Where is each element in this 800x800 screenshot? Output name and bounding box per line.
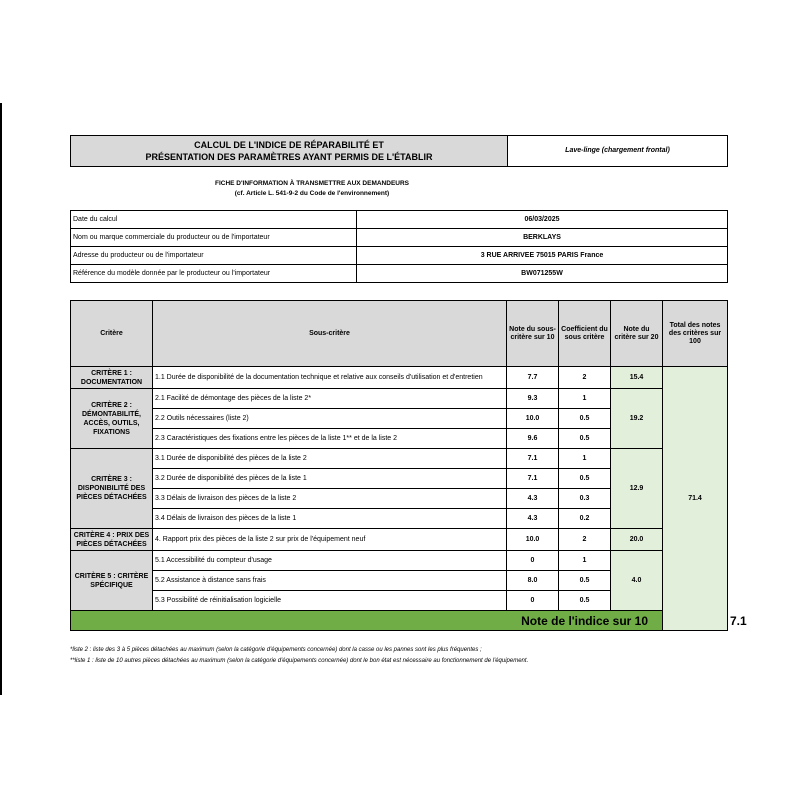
final-score-row: Note de l'indice sur 10 7.1 xyxy=(71,611,728,631)
sub-criterion-coef: 0.5 xyxy=(559,571,611,591)
critere-4-note: 20.0 xyxy=(611,529,663,551)
notice-line-2: (cf. Article L. 541-9-2 du Code de l'environnement) xyxy=(234,190,390,197)
sub-criterion-note: 10.0 xyxy=(507,409,559,429)
sub-criterion-note: 8.0 xyxy=(507,571,559,591)
critere-1-note: 15.4 xyxy=(611,367,663,389)
sub-criterion-label: 2.3 Caractéristiques des fixations entre les pièces de la liste 1** et de la liste 2 xyxy=(153,429,507,449)
sub-criterion-coef: 1 xyxy=(559,551,611,571)
sub-criterion-coef: 1 xyxy=(559,449,611,469)
table-row xyxy=(71,529,728,551)
sub-criterion-note: 7.7 xyxy=(507,367,559,389)
sub-criterion-label: 5.2 Assistance à distance sans frais xyxy=(153,571,507,591)
info-value: 3 RUE ARRIVEE 75015 PARIS France xyxy=(357,247,728,265)
sub-criterion-coef: 1 xyxy=(559,389,611,409)
header-table xyxy=(70,135,728,167)
left-border-line xyxy=(0,103,2,695)
critere-3-note: 12.9 xyxy=(611,449,663,529)
sub-criterion-coef: 2 xyxy=(559,367,611,389)
info-label: Référence du modèle donnée par le producteur ou l'importateur xyxy=(71,265,357,283)
sub-criterion-coef: 0.5 xyxy=(559,469,611,489)
sub-criterion-note: 7.1 xyxy=(507,449,559,469)
header-critere: Critère xyxy=(71,301,153,367)
sub-criterion-coef: 0.5 xyxy=(559,429,611,449)
critere-1-name: CRITÈRE 1 : DOCUMENTATION xyxy=(71,367,153,389)
sub-criterion-label: 2.1 Facilité de démontage des pièces de la liste 2* xyxy=(153,389,507,409)
sub-criterion-coef: 2 xyxy=(559,529,611,551)
info-row xyxy=(71,247,728,265)
sub-criterion-coef: 0.2 xyxy=(559,509,611,529)
repairability-table xyxy=(70,300,747,631)
sub-criterion-coef: 0.5 xyxy=(559,591,611,611)
table-row xyxy=(71,551,728,571)
sub-criterion-note: 7.1 xyxy=(507,469,559,489)
info-row xyxy=(71,265,728,283)
notice-line-1: FICHE D'INFORMATION À TRANSMETTRE AUX DEMANDEURS xyxy=(214,180,409,187)
info-value: 06/03/2025 xyxy=(357,211,728,229)
sub-criterion-label: 3.3 Délais de livraison des pièces de la liste 2 xyxy=(153,489,507,509)
header-note-critere: Note du critère sur 20 xyxy=(611,301,663,367)
critere-2-name: CRITÈRE 2 : DÉMONTABILITÉ, ACCÈS, OUTILS, FIXATIONS xyxy=(71,389,153,449)
footnotes xyxy=(70,645,750,667)
table-row xyxy=(71,367,728,389)
sub-criterion-note: 9.6 xyxy=(507,429,559,449)
sub-criterion-note: 4.3 xyxy=(507,489,559,509)
final-score-label: Note de l'indice sur 10 xyxy=(71,611,663,631)
sub-criterion-label: 2.2 Outils nécessaires (liste 2) xyxy=(153,409,507,429)
sub-criterion-note: 0 xyxy=(507,591,559,611)
critere-3-name: CRITÈRE 3 : DISPONIBILITÉ DES PIÈCES DÉTACHÉES xyxy=(71,449,153,529)
header-total: Total des notes des critères sur 100 xyxy=(663,301,728,367)
info-label: Date du calcul xyxy=(71,211,357,229)
notice-block xyxy=(70,179,554,199)
table-row xyxy=(71,389,728,409)
sub-criterion-note: 4.3 xyxy=(507,509,559,529)
sub-criterion-label: 3.1 Durée de disponibilité des pièces de la liste 2 xyxy=(153,449,507,469)
info-label: Adresse du producteur ou de l'importateur xyxy=(71,247,357,265)
sub-criterion-label: 1.1 Durée de disponibilité de la documentation technique et relative aux conseils d'utilisation et d'entretien xyxy=(153,367,507,389)
header-coefficient: Coefficient du sous critère xyxy=(559,301,611,367)
sub-criterion-note: 9.3 xyxy=(507,389,559,409)
product-type: Lave-linge (chargement frontal) xyxy=(508,136,728,167)
sub-criterion-label: 5.1 Accessibilité du compteur d'usage xyxy=(153,551,507,571)
info-table xyxy=(70,210,728,283)
info-value: BERKLAYS xyxy=(357,229,728,247)
header-note-sous-critere: Note du sous-critère sur 10 xyxy=(507,301,559,367)
footnote-liste-1: **liste 1 : liste de 10 autres pièces détachées au maximum (selon la catégorie d'équipements concernée) dont le bon état est nécessaire au fonctionnement de l'équipement. xyxy=(70,658,529,664)
total-100: 71.4 xyxy=(663,367,728,631)
footnote-liste-2: *liste 2 : liste des 3 à 5 pièces détachées au maximum (selon la catégorie d'équipements concernée) dont la casse ou les pannes sont les plus fréquentes ; xyxy=(70,647,482,653)
info-value: BW071255W xyxy=(357,265,728,283)
critere-5-name: CRITÈRE 5 : CRITÈRE SPÉCIFIQUE xyxy=(71,551,153,611)
sub-criterion-label: 3.2 Durée de disponibilité des pièces de la liste 1 xyxy=(153,469,507,489)
document-title xyxy=(71,136,508,167)
info-row xyxy=(71,211,728,229)
sub-criterion-note: 10.0 xyxy=(507,529,559,551)
title-line-1: CALCUL DE L'INDICE DE RÉPARABILITÉ ET xyxy=(194,140,384,150)
critere-2-note: 19.2 xyxy=(611,389,663,449)
sub-criterion-note: 0 xyxy=(507,551,559,571)
table-header-row xyxy=(71,301,728,367)
sub-criterion-label: 4. Rapport prix des pièces de la liste 2 sur prix de l'équipement neuf xyxy=(153,529,507,551)
info-label: Nom ou marque commerciale du producteur ou de l'importateur xyxy=(71,229,357,247)
header-sous-critere: Sous-critère xyxy=(153,301,507,367)
sub-criterion-coef: 0.5 xyxy=(559,409,611,429)
sub-criterion-label: 5.3 Possibilité de réinitialisation logicielle xyxy=(153,591,507,611)
title-line-2: PRÉSENTATION DES PARAMÈTRES AYANT PERMIS DE L'ÉTABLIR xyxy=(145,152,433,162)
info-row xyxy=(71,229,728,247)
critere-4-name: CRITÈRE 4 : PRIX DES PIÈCES DÉTACHÉES xyxy=(71,529,153,551)
sub-criterion-coef: 0.3 xyxy=(559,489,611,509)
sub-criterion-label: 3.4 Délais de livraison des pièces de la liste 1 xyxy=(153,509,507,529)
critere-5-note: 4.0 xyxy=(611,551,663,611)
table-row xyxy=(71,449,728,469)
